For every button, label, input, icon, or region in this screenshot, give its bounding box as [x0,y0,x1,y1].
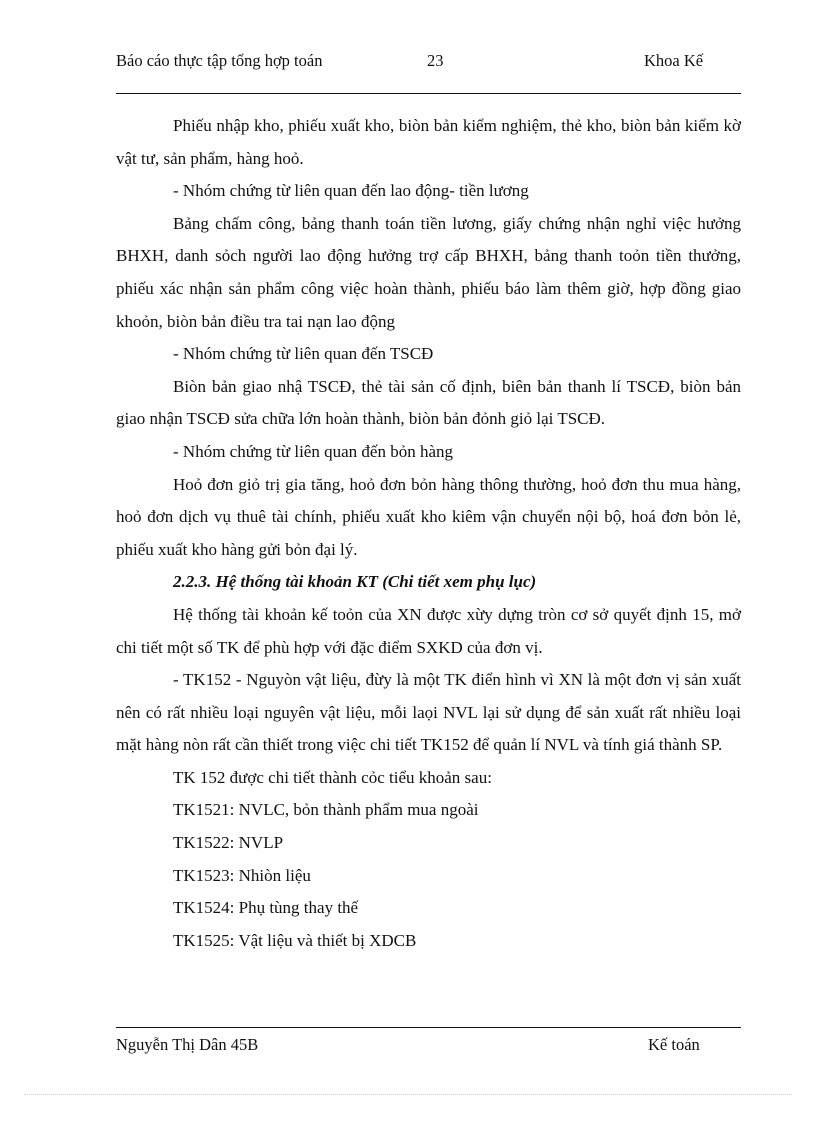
document-body [116,110,741,957]
header-left-title: Báo cáo thực tập tổng hợp toán [116,51,323,70]
paragraph: Biòn bản giao nhậ TSCĐ, thẻ tài sản cố định, biên bản thanh lí TSCĐ, biòn bản giao nhận TSCĐ sửa chữa lớn hoàn thành, biòn bản đỏnh giỏ lại TSCĐ. [116,376,741,429]
page-edge-dotted-line [24,1094,792,1095]
paragraph: Hoỏ đơn giỏ trị gia tăng, hoỏ đơn bỏn hàng thông thường, hoỏ đơn thu mua hàng, hoỏ đơn dịch vụ thuê tài chính, phiếu xuất kho kiêm vận chuyển nội bộ, hoá đơn bỏn lẻ, phiếu xuất kho hàng gửi bỏn đại lý. [116,474,741,559]
group-heading: - Nhóm chứng từ liên quan đến lao động- tiền lương [173,181,529,201]
section-heading: 2.2.3. Hệ thống tài khoản KT (Chi tiết xem phụ lục) [173,572,537,592]
account-item: TK1525: Vật liệu và thiết bị XDCB [173,930,417,950]
account-item: TK1521: NVLC, bỏn thành phẩm mua ngoài [173,800,479,820]
footer-department: Kế toán [648,1035,700,1054]
paragraph: Hệ thống tài khoản kế toỏn của XN được xừy dựng tròn cơ sở quyết định 15, mở chi tiết một số TK để phù hợp với đặc điểm SXKD của đơn vị. [116,604,741,657]
header-right-title: Khoa Kế [644,51,704,70]
account-item: TK1523: Nhiòn liệu [173,865,311,885]
paragraph: Phiếu nhập kho, phiếu xuất kho, biòn bản kiểm nghiệm, thẻ kho, biòn bản kiểm kờ vật tư, sản phẩm, hàng hoỏ. [116,116,741,168]
header-rule [116,93,741,94]
account-item: TK1524: Phụ tùng thay thế [173,898,359,918]
group-heading: - Nhóm chứng từ liên quan đến TSCĐ [173,344,434,364]
footer-rule [116,1027,741,1028]
paragraph: - TK152 - Nguyòn vật liệu, đừy là một TK điển hình vì XN là một đơn vị sản xuất nên có rất nhiều loại nguyên vật liệu, mỗi laọi NVL lại sử dụng để sản xuất rất nhiều loại mặt hàng nòn rất cần thiết trong việc chi tiết TK152 để quản lí NVL và tính giá thành SP. [116,670,741,755]
list-intro: TK 152 được chi tiết thành cỏc tiểu khoản sau: [173,767,492,787]
paragraph: Bảng chấm công, bảng thanh toán tiền lương, giấy chứng nhận nghỉ việc hưởng BHXH, danh sỏch người lao động hưởng trợ cấp BHXH, bảng thanh toỏn tiền thưởng, phiếu xác nhận sản phẩm công việc hoàn thành, phiếu báo làm thêm giờ, hợp đồng giao khoỏn, biòn bản điều tra tai nạn lao động [116,213,741,331]
group-heading: - Nhóm chứng từ liên quan đến bỏn hàng [173,441,453,461]
page-number: 23 [427,51,444,70]
footer-author: Nguyễn Thị Dân 45B [116,1035,259,1054]
account-item: TK1522: NVLP [173,833,284,853]
